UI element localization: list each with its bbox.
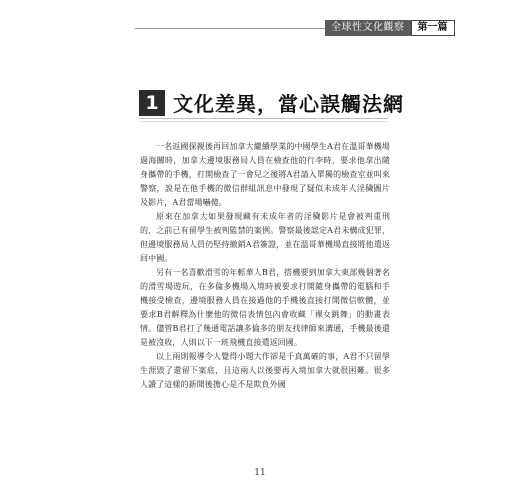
paragraph: 原來在加拿大如果發現藏有未成年者的淫穢影片是會被判重刑的，之前已有留學生被判監禁的案例。警察最後認定A君未構成犯罪，但邊境服務局人員仍堅持撤銷A君簽證，並在溫哥華機場直接將他遣返回中國。 [140, 212, 390, 263]
page-number: 11 [254, 468, 266, 478]
running-header-section: 全球性文化觀察 [325, 20, 411, 36]
chapter-title: 文化差異，當心誤觸法網 [173, 92, 404, 116]
chapter-title-rule-secondary [139, 121, 388, 122]
running-header-part: 第一篇 [411, 20, 455, 36]
body-text [140, 140, 390, 392]
paragraph: 以上兩則報導令人覺得小題大作卻是千真萬確的事，A君不只留學生涯毀了還留下案底，且這兩人以後要再入境加拿大就很困難。很多人讀了這樣的新聞後擔心是不是欺負外國 [140, 352, 390, 389]
chapter-number-badge: 1 [139, 90, 165, 116]
chapter-title-rule [139, 118, 388, 119]
running-header [325, 20, 455, 36]
paragraph: 另有一名喜歡滑雪的年輕華人B君，搭機要到加拿大東部幾個著名的滑雪場遊玩，在多倫多機場入境時被要求打開隨身攜帶的電腦和手機接受檢查，邊境服務人員在接過他的手機後直接打開微信軟體，並要求B君解釋為什麼他的微信表情包內會收藏「裸女跳舞」的動畫表情。儘管B君打了幾通電話讓多倫多的朋友找律師來溝通，手機最後還是被沒收，人則以下一班飛機直接遣返回國。 [140, 268, 390, 347]
paragraph: 一名返國探親後再回加拿大繼續學業的中國學生A君在溫哥華機場過海關時，加拿大邊境服務局人員在檢查他的行李時，要求他拿出隨身攜帶的手機，打開檢查了一會兒之後將A君請入單獨的檢查室並叫來警察，說是在他手機的微信群組訊息中發現了疑似未成年人淫穢圖片及影片，A君當場嚇傻。 [140, 142, 390, 207]
chapter-title-block [139, 88, 404, 117]
